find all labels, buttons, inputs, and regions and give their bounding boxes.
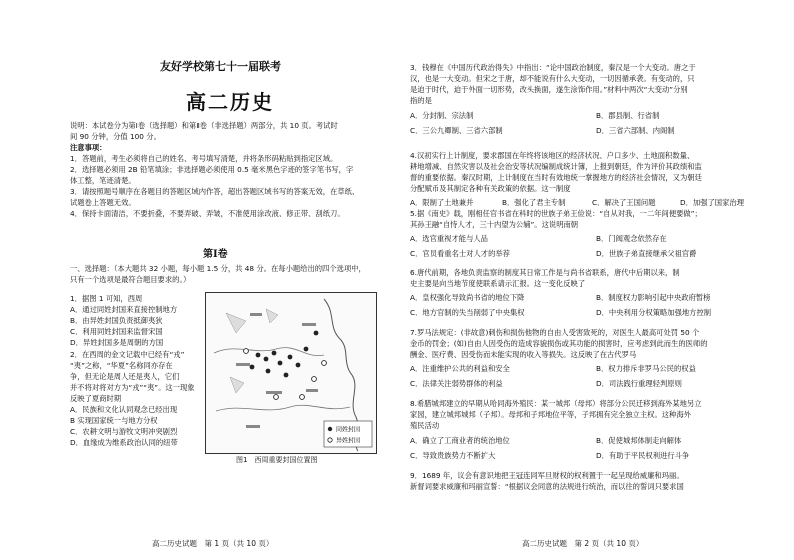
question-stem: 金币的罚金；(如)自由人因受伤的造成容貌损伤或其功能的损害时，应考虑到此而生的医师的 <box>410 339 708 348</box>
river-yangtze <box>216 405 350 411</box>
exam-instructions <box>70 120 359 219</box>
place-label <box>306 389 318 392</box>
place-label <box>246 425 260 428</box>
zhou-fiefs-map <box>205 292 377 454</box>
question-stem: 殖民活动 <box>410 421 440 430</box>
question-stem: 8.希腊城邦建立的早期从哈同海外殖民：某一城邦（母邦）将部分公民迁移到海外某地另立 <box>410 399 702 408</box>
part-intro <box>70 263 366 285</box>
option-c[interactable]: C．导致贵族势力不断扩大 <box>410 451 496 460</box>
question-stem: 酬金、医疗费、因受伤而未能实现的收入等损失。这反映了在古代罗马 <box>410 350 637 359</box>
option-b[interactable]: B．由异姓封国负责抵御夷狄 <box>70 316 163 325</box>
option-b[interactable]: B 实现国家统一与地方分权 <box>70 416 158 425</box>
question-8 <box>410 398 702 465</box>
question-stem: 6.唐代前期，各地负责监察的制度其日常工作是与尚书省联系，唐代中后期以来，制 <box>410 268 680 277</box>
intro-line: 体工整，笔迹清楚。 <box>70 176 136 185</box>
question-stem: “夷”之称，“华夏”名称同亦存在 <box>70 361 173 370</box>
option-d[interactable]: D．血缘成为维系政治认同的纽带 <box>70 438 178 447</box>
intro-line: 2．选择题必须用 2B 铅笔填涂；非选择题必须使用 0.5 毫米黑色字迹的签字笔书写，字 <box>70 165 354 174</box>
question-stem: 家园，建立城邦城邦（子邦）。母邦和子邦地位平等，子邦拥有完全独立主权。这种海外 <box>410 410 691 419</box>
map-caption: 图1 西周重要封国位置图 <box>236 456 318 464</box>
option-a[interactable]: A．限制了土地兼并 <box>410 198 474 207</box>
place-label <box>266 391 282 394</box>
part-intro-line: 只有一个选项是最符合题目要求的。） <box>70 275 191 284</box>
option-b[interactable]: B．制度权力影响引起中央政府暂榜 <box>596 293 711 302</box>
intro-line: 3．请按照题号顺序在各题目的答题区域内作答，超出答题区域书写的答案无效，在草纸、 <box>70 187 360 196</box>
question-stem: 汉，也是一大变动。但宋之于唐，却不能说有什么大变动，一切因循承袭。有变动的，只 <box>410 74 695 83</box>
question-1 <box>70 293 177 348</box>
place-label <box>250 313 262 316</box>
question-6 <box>410 267 712 322</box>
option-b[interactable]: B．权力排斥非罗马公民的权益 <box>596 364 696 373</box>
intro-line: 说明：本试卷分为第Ⅰ卷（选择题）和第Ⅱ卷（非选择题）两部分，共 10 页。考试时 <box>70 121 338 130</box>
option-d[interactable]: D．三省六部制、内阁制 <box>596 126 675 135</box>
option-a[interactable]: A．确立了工商业者的统治地位 <box>410 436 510 445</box>
question-stem: 并不将对将对方为“戎”“夷”。这一现象 <box>70 383 195 392</box>
option-c[interactable]: C．官员看重名士对人才的举荐 <box>410 249 510 258</box>
option-b[interactable]: B．郡县制、行省制 <box>596 111 660 120</box>
option-c[interactable]: C．农耕文明与游牧文明冲突剧烈 <box>70 427 178 436</box>
intro-line: 4．保持卡面清洁，不要折叠，不要弄破、弄皱，不准使用涂改液、修正带、刮纸刀。 <box>70 209 345 218</box>
question-stem: 分配赋币及其制定各种有关政策的依据。这一制度 <box>410 184 571 193</box>
terrain-shading <box>226 309 278 393</box>
option-a[interactable]: A．选官重视才能与人品 <box>410 234 488 243</box>
option-b[interactable]: B．门阀观念依然存在 <box>596 234 667 243</box>
intro-line: 间 90 分钟，分值 100 分。 <box>70 132 161 141</box>
subject-title: 高二历史 <box>186 90 274 114</box>
question-stem: 9．1689 年，议会有意识地把王冠连同军旦财权的权利置于一起呈现给威廉和玛丽。 <box>410 471 684 480</box>
option-d[interactable]: D．司法践行重理轻判原则 <box>596 379 682 388</box>
question-stem: 督的重要依据。秦汉时期，上计制度在当时有效地统一掌握地方的经济社会情况，又为朝廷 <box>410 173 702 182</box>
option-d[interactable]: D．世族子弟直接继承父祖官爵 <box>596 249 697 258</box>
option-c[interactable]: C．地方官制的失当削弱了中央集权 <box>410 308 525 317</box>
question-stem: 5.据《南史》载，刚相任官书省在科时的世族子弟王俭说：“自从对我，一二年间便要做”； <box>410 209 702 218</box>
question-stem: 新督词要求威廉和玛丽宣誓：“根据议会同意的法规进行统治，而以往的誓词只要求国 <box>410 482 684 491</box>
question-stem: 是迫于时代，迫于外面一切形势，改头换面，遂生涂饰作用。”材料中两次“大变动”分别 <box>410 85 688 94</box>
option-b[interactable]: B．强化了君主专制 <box>502 198 566 207</box>
question-stem: 争，但无论是周人还是夷人，它们 <box>70 372 180 381</box>
option-c[interactable]: C．法律关注弱势群体的利益 <box>410 379 503 388</box>
question-stem: 4.汉初实行上计制度，要求郡国在年终将该地区的经济状况、户口多少、土地面积数量、 <box>410 151 695 160</box>
legend-different-label: 异姓封国 <box>336 437 361 445</box>
question-stem: 3．钱穆在《中国历代政治得失》中指出：“论中国政治制度，秦汉是一个大变动。唐之于 <box>410 63 696 72</box>
intro-line: 1．答题前，考生必须将自己的姓名、考号填写清楚，并将条形码粘贴到指定区域。 <box>70 154 338 163</box>
page-footer: 高二历史试题 第 2 页（共 10 页） <box>522 539 644 548</box>
question-stem: 7.罗马法规定：(非故意)刺伤和损伤他物的自由人受害致死的，对医生人最高可处罚 50 个 <box>410 328 700 337</box>
question-9 <box>410 470 684 492</box>
question-stem: 耕地增减、自然灾害以及社会治安等状况编制成统计簿，上报到朝廷，作为评价其政绩和监 <box>410 162 702 171</box>
page-right <box>397 0 794 560</box>
intro-line: 试题卷上答题无效。 <box>70 198 136 207</box>
option-b[interactable]: B．促使城邦体制走向解体 <box>596 436 682 445</box>
question-2 <box>70 349 195 448</box>
place-label <box>302 323 316 326</box>
question-stem: 史主要是向当地节度使联系请示汇报。这一变化反映了 <box>410 279 586 288</box>
option-d[interactable]: D．中央利用分权策略加强地方控制 <box>596 308 712 317</box>
question-stem: 其孙王融“自恃人才，三十内望为公辅”。这说明南朝 <box>410 220 579 229</box>
notes-heading: 注意事项： <box>70 143 107 152</box>
option-c[interactable]: C．利用同姓封国来监督宋国 <box>70 327 163 336</box>
map-graphic <box>206 293 376 453</box>
option-d[interactable]: D．异姓封国多是周朝的方国 <box>70 338 164 347</box>
question-5 <box>410 208 702 263</box>
option-a[interactable]: A．分封制、宗法制 <box>410 111 474 120</box>
question-stem: 2．在西周的金文记载中已经有“戎” <box>70 350 185 359</box>
option-c[interactable]: C．解决了王国问题 <box>592 198 656 207</box>
part-intro-line: 一、选择题：（本大题共 32 小题，每小题 1.5 分，共 48 分。在每小题给出的四个选项中， <box>70 264 366 273</box>
option-a[interactable]: A．注重维护公共的利益和安全 <box>410 364 510 373</box>
question-3 <box>410 62 696 144</box>
section-title: 第Ⅰ卷 <box>203 249 228 260</box>
legend-same-marker <box>328 427 332 431</box>
page-footer: 高二历史试题 第 1 页（共 10 页） <box>152 539 274 548</box>
legend-different-marker <box>328 438 332 442</box>
option-a[interactable]: A．皇权强化导致尚书省的地位下降 <box>410 293 525 302</box>
question-stem: 反映了夏商时期 <box>70 394 122 403</box>
place-label <box>236 363 250 366</box>
option-a[interactable]: A．民族和文化认同观念已经出现 <box>70 405 178 414</box>
question-7 <box>410 327 708 393</box>
option-d[interactable]: D．加强了国家治理 <box>680 198 744 207</box>
legend-same-label: 同姓封国 <box>336 426 361 434</box>
question-stem: 指的是 <box>410 96 432 105</box>
option-a[interactable]: A．通过同姓封国来直接控制地方 <box>70 305 178 314</box>
option-d[interactable]: D．有助于平民权利进行斗争 <box>596 451 690 460</box>
school-title: 友好学校第七十一届联考 <box>160 60 281 73</box>
option-c[interactable]: C．三公九卿制、三省六部制 <box>410 126 503 135</box>
question-stem: 1．据图 1 可知，西周 <box>70 294 143 303</box>
question-4 <box>410 150 744 211</box>
